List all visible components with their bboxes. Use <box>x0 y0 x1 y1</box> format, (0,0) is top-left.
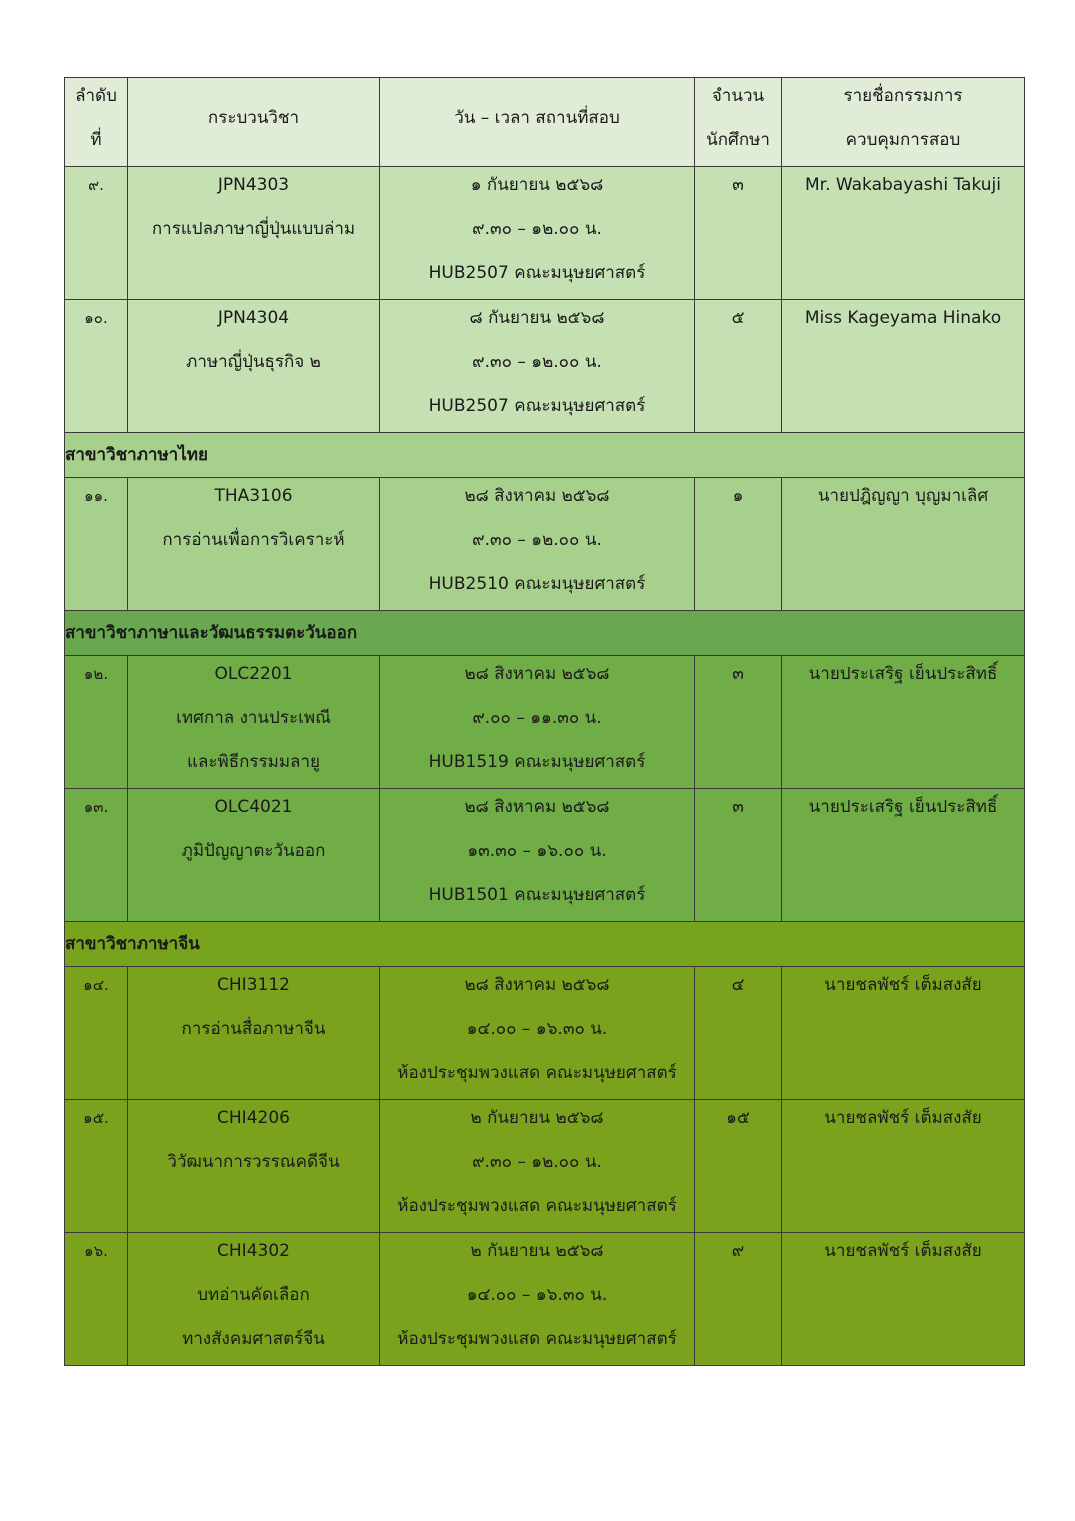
cell-proctor <box>782 656 1025 789</box>
cell-proctor-lines <box>782 967 1024 1011</box>
header-no <box>65 78 128 167</box>
cell-datetime <box>380 300 695 433</box>
header-count-lines <box>695 78 781 166</box>
cell-no-text: ๑๖. <box>84 1242 108 1260</box>
cell-datetime-line: ๒ กันยายน ๒๕๖๘ <box>470 1108 604 1128</box>
header-proctor-line: ควบคุมการสอบ <box>845 130 961 150</box>
cell-course-line: การอ่านสื่อภาษาจีน <box>181 1019 326 1039</box>
cell-datetime-line: ๙.๓๐ – ๑๒.๐๐ น. <box>472 1152 602 1172</box>
cell-no-lines <box>65 300 127 344</box>
cell-count <box>695 1100 782 1233</box>
cell-no <box>65 789 128 922</box>
cell-proctor-lines <box>782 300 1024 344</box>
cell-no <box>65 656 128 789</box>
table-body <box>65 78 1025 1366</box>
header-course-line: กระบวนวิชา <box>207 108 300 128</box>
cell-datetime <box>380 1233 695 1366</box>
cell-course-line: JPN4304 <box>217 308 290 328</box>
cell-proctor <box>782 300 1025 433</box>
cell-no-text: ๑๒. <box>83 665 109 683</box>
cell-datetime-line: ๒๘ สิงหาคม ๒๕๖๘ <box>464 797 610 817</box>
cell-course-lines <box>128 1233 379 1365</box>
cell-datetime-line: HUB1501 คณะมนุษยศาสตร์ <box>428 885 646 905</box>
cell-count <box>695 789 782 922</box>
cell-no-lines <box>65 1100 127 1144</box>
cell-no <box>65 1233 128 1366</box>
cell-count <box>695 300 782 433</box>
section-title: สาขาวิชาภาษาและวัฒนธรรมตะวันออก <box>65 611 1025 656</box>
header-no-line: ลำดับ <box>75 86 117 106</box>
cell-count-text: ๑ <box>732 486 744 506</box>
section-row <box>65 922 1025 967</box>
cell-no-lines <box>65 167 127 211</box>
cell-course-line: และพิธีกรรมมลายู <box>187 752 320 772</box>
cell-count-lines <box>695 478 781 522</box>
cell-course-line: THA3106 <box>214 486 293 506</box>
cell-datetime-line: ๑๓.๓๐ – ๑๖.๐๐ น. <box>467 841 607 861</box>
section-title: สาขาวิชาภาษาจีน <box>65 922 1025 967</box>
cell-datetime-lines <box>380 967 694 1099</box>
header-datetime-line: วัน – เวลา สถานที่สอบ <box>454 108 620 128</box>
cell-count-text: ๔ <box>731 975 745 995</box>
cell-course-line: การแปลภาษาญี่ปุ่นแบบล่าม <box>151 219 356 239</box>
cell-datetime-line: HUB2510 คณะมนุษยศาสตร์ <box>428 574 646 594</box>
cell-no-text: ๑๓. <box>83 798 109 816</box>
header-proctor-lines <box>782 78 1024 166</box>
cell-course <box>128 1233 380 1366</box>
table-row <box>65 967 1025 1100</box>
cell-course-line: วิวัฒนาการวรรณคดีจีน <box>167 1152 340 1172</box>
table-row <box>65 167 1025 300</box>
cell-proctor <box>782 1233 1025 1366</box>
section-title: สาขาวิชาภาษาไทย <box>65 433 1025 478</box>
header-no-line: ที่ <box>90 130 102 150</box>
cell-datetime-line: ๙.๐๐ – ๑๑.๓๐ น. <box>472 708 602 728</box>
cell-course-line: เทศกาล งานประเพณี <box>176 708 331 728</box>
cell-course <box>128 300 380 433</box>
cell-count-lines <box>695 167 781 211</box>
cell-proctor <box>782 1100 1025 1233</box>
table-row <box>65 300 1025 433</box>
cell-no-lines <box>65 789 127 833</box>
cell-course-line: ภูมิปัญญาตะวันออก <box>181 841 326 861</box>
cell-course-line: บทอ่านคัดเลือก <box>197 1285 310 1305</box>
cell-proctor <box>782 789 1025 922</box>
cell-course-line: CHI3112 <box>217 975 290 995</box>
header-datetime <box>380 78 695 167</box>
header-count-line: นักศึกษา <box>706 130 770 150</box>
cell-no <box>65 478 128 611</box>
cell-no-text: ๑๐. <box>84 309 108 327</box>
cell-proctor-text: นายชลพัชร์ เต็มสงสัย <box>824 1241 982 1261</box>
cell-no-lines <box>65 967 127 1011</box>
cell-course-lines <box>128 1100 379 1188</box>
cell-no-text: ๙. <box>88 176 104 194</box>
header-proctor <box>782 78 1025 167</box>
cell-count <box>695 478 782 611</box>
cell-course-lines <box>128 300 379 388</box>
header-course <box>128 78 380 167</box>
cell-proctor-lines <box>782 478 1024 522</box>
cell-datetime-lines <box>380 656 694 788</box>
cell-proctor <box>782 167 1025 300</box>
cell-proctor-text: นายประเสริฐ เย็นประสิทธิ์ <box>808 797 998 817</box>
cell-course-lines <box>128 967 379 1055</box>
cell-datetime-line: ห้องประชุมพวงแสด คณะมนุษยศาสตร์ <box>397 1329 677 1349</box>
cell-datetime-line: ๙.๓๐ – ๑๒.๐๐ น. <box>472 352 602 372</box>
cell-count-lines <box>695 967 781 1011</box>
cell-datetime-line: HUB2507 คณะมนุษยศาสตร์ <box>428 263 646 283</box>
cell-count <box>695 167 782 300</box>
cell-course-line: OLC4021 <box>214 797 293 817</box>
table-row <box>65 789 1025 922</box>
cell-proctor-lines <box>782 656 1024 700</box>
cell-course-lines <box>128 167 379 255</box>
cell-course-line: ภาษาญี่ปุ่นธุรกิจ ๒ <box>186 352 321 372</box>
section-row <box>65 433 1025 478</box>
cell-proctor-lines <box>782 789 1024 833</box>
cell-datetime-line: ๒๘ สิงหาคม ๒๕๖๘ <box>464 486 610 506</box>
cell-no-lines <box>65 478 127 522</box>
cell-proctor-lines <box>782 1233 1024 1277</box>
cell-datetime-line: ๒๘ สิงหาคม ๒๕๖๘ <box>464 975 610 995</box>
cell-course-lines <box>128 789 379 877</box>
cell-count <box>695 967 782 1100</box>
cell-datetime-line: ๒ กันยายน ๒๕๖๘ <box>470 1241 604 1261</box>
cell-no <box>65 967 128 1100</box>
cell-datetime-line: ๑ กันยายน ๒๕๖๘ <box>470 175 604 195</box>
cell-course-line: CHI4206 <box>217 1108 290 1128</box>
cell-course-line: OLC2201 <box>214 664 293 684</box>
table-row <box>65 1233 1025 1366</box>
cell-count-text: ๙ <box>731 1241 745 1261</box>
cell-datetime <box>380 789 695 922</box>
header-row <box>65 78 1025 167</box>
cell-datetime <box>380 1100 695 1233</box>
cell-proctor-text: นายประเสริฐ เย็นประสิทธิ์ <box>808 664 998 684</box>
cell-count-text: ๕ <box>731 308 745 328</box>
section-row <box>65 611 1025 656</box>
cell-datetime <box>380 656 695 789</box>
cell-course-lines <box>128 478 379 566</box>
cell-datetime-line: ๙.๓๐ – ๑๒.๐๐ น. <box>472 530 602 550</box>
cell-course <box>128 478 380 611</box>
cell-no <box>65 1100 128 1233</box>
cell-datetime-line: ๑๔.๐๐ – ๑๖.๓๐ น. <box>466 1019 608 1039</box>
cell-course <box>128 967 380 1100</box>
cell-course <box>128 656 380 789</box>
cell-count-lines <box>695 1100 781 1144</box>
cell-proctor-lines <box>782 1100 1024 1144</box>
cell-proctor-text: Mr. Wakabayashi Takuji <box>805 175 1001 195</box>
cell-course-line: ทางสังคมศาสตร์จีน <box>182 1329 325 1349</box>
cell-course <box>128 167 380 300</box>
cell-count <box>695 656 782 789</box>
cell-proctor-text: Miss Kageyama Hinako <box>804 308 1002 328</box>
cell-count-lines <box>695 656 781 700</box>
header-count-line: จำนวน <box>711 86 765 106</box>
cell-datetime-line: ห้องประชุมพวงแสด คณะมนุษยศาสตร์ <box>397 1196 677 1216</box>
cell-datetime-lines <box>380 300 694 432</box>
cell-count <box>695 1233 782 1366</box>
cell-count-text: ๓ <box>732 175 744 195</box>
cell-proctor-text: นายชลพัชร์ เต็มสงสัย <box>824 975 982 995</box>
cell-no-lines <box>65 1233 127 1277</box>
cell-proctor <box>782 967 1025 1100</box>
cell-proctor <box>782 478 1025 611</box>
cell-course-line: JPN4303 <box>217 175 290 195</box>
cell-datetime-line: ๘ กันยายน ๒๕๖๘ <box>469 308 605 328</box>
cell-datetime-line: ๒๘ สิงหาคม ๒๕๖๘ <box>464 664 610 684</box>
cell-no-text: ๑๕. <box>83 1109 109 1127</box>
cell-datetime-line: ห้องประชุมพวงแสด คณะมนุษยศาสตร์ <box>397 1063 677 1083</box>
cell-no-text: ๑๑. <box>84 487 108 505</box>
cell-datetime <box>380 478 695 611</box>
exam-schedule-table <box>64 77 1025 1366</box>
cell-course <box>128 1100 380 1233</box>
cell-count-lines <box>695 1233 781 1277</box>
cell-datetime-lines <box>380 167 694 299</box>
header-count <box>695 78 782 167</box>
cell-count-text: ๓ <box>732 664 744 684</box>
cell-count-text: ๑๕ <box>726 1108 750 1128</box>
table-row <box>65 656 1025 789</box>
cell-count-text: ๓ <box>732 797 744 817</box>
cell-datetime-line: HUB1519 คณะมนุษยศาสตร์ <box>428 752 646 772</box>
cell-course-lines <box>128 656 379 788</box>
cell-no-lines <box>65 656 127 700</box>
table-row <box>65 478 1025 611</box>
cell-datetime-line: HUB2507 คณะมนุษยศาสตร์ <box>428 396 646 416</box>
cell-datetime <box>380 967 695 1100</box>
cell-datetime-lines <box>380 478 694 610</box>
cell-proctor-lines <box>782 167 1024 211</box>
cell-datetime <box>380 167 695 300</box>
cell-proctor-text: นายชลพัชร์ เต็มสงสัย <box>824 1108 982 1128</box>
cell-no <box>65 300 128 433</box>
header-no-lines <box>65 78 127 166</box>
cell-count-lines <box>695 300 781 344</box>
cell-datetime-lines <box>380 1233 694 1365</box>
cell-datetime-line: ๑๔.๐๐ – ๑๖.๓๐ น. <box>466 1285 608 1305</box>
cell-datetime-line: ๙.๓๐ – ๑๒.๐๐ น. <box>472 219 602 239</box>
header-datetime-lines <box>380 78 694 144</box>
cell-course-line: การอ่านเพื่อการวิเคราะห์ <box>162 530 345 550</box>
cell-proctor-text: นายปฎิญญา บุญมาเลิศ <box>817 486 989 506</box>
cell-course-line: CHI4302 <box>217 1241 290 1261</box>
cell-course <box>128 789 380 922</box>
cell-datetime-lines <box>380 1100 694 1232</box>
cell-count-lines <box>695 789 781 833</box>
header-course-lines <box>128 78 379 144</box>
table-row <box>65 1100 1025 1233</box>
cell-datetime-lines <box>380 789 694 921</box>
cell-no <box>65 167 128 300</box>
cell-no-text: ๑๔. <box>83 976 109 994</box>
header-proctor-line: รายชื่อกรรมการ <box>843 86 963 106</box>
